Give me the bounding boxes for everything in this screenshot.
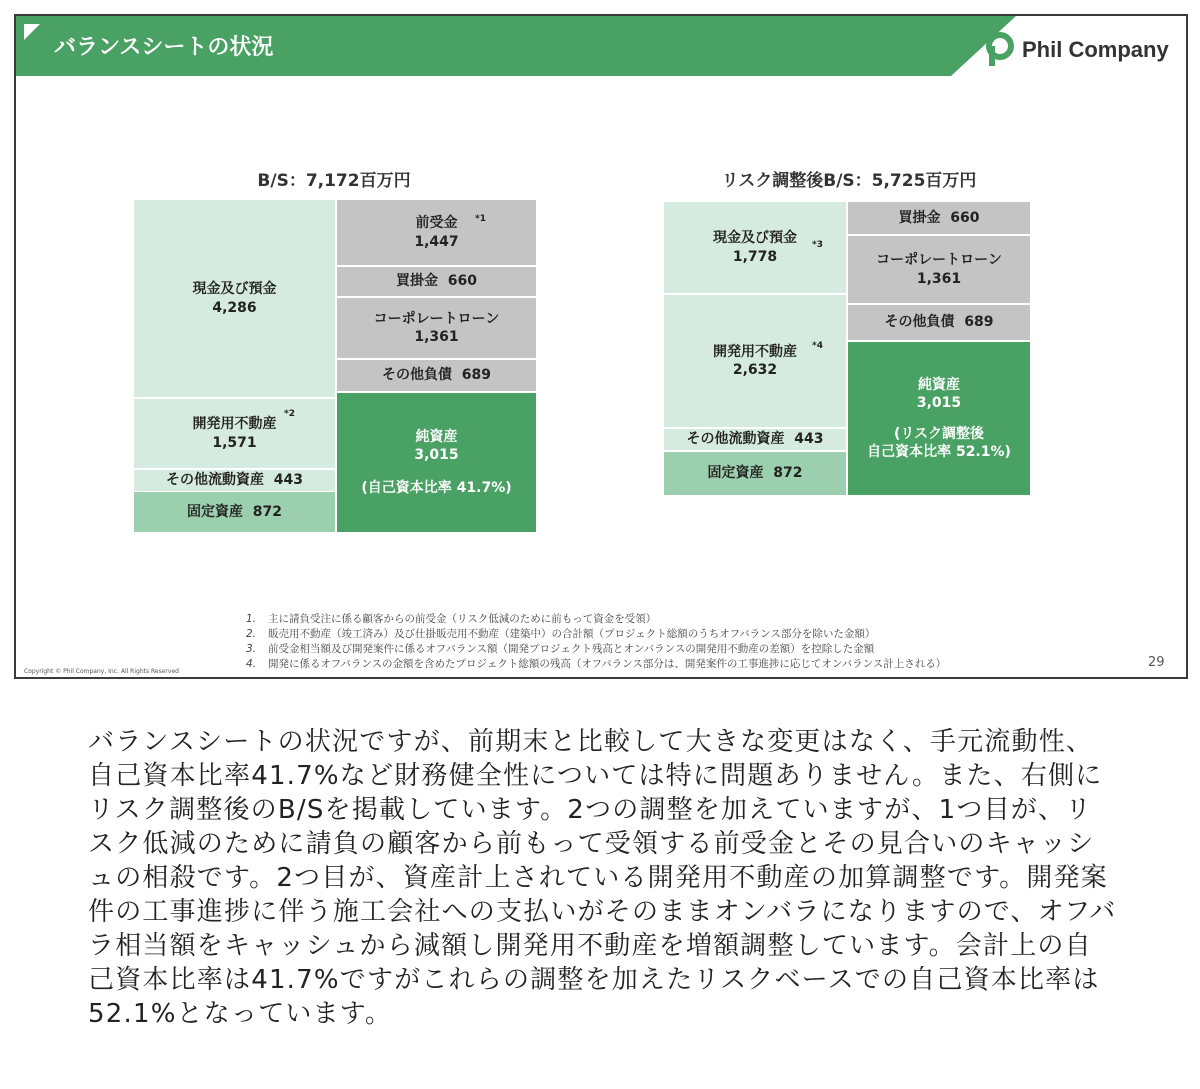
bs-right-net-label: 純資産 — [918, 377, 960, 394]
bs-left-fixed-assets — [134, 492, 335, 532]
bs-left-dev-value: 1,571 — [212, 434, 257, 451]
company-logo — [986, 32, 1169, 68]
bs-right-cash-note: *3 — [812, 240, 823, 250]
bs-left-cash — [134, 200, 335, 397]
slide — [14, 14, 1188, 679]
bs-right-dev-realestate — [664, 295, 846, 427]
bs-right-net-value: 3,015 — [916, 395, 962, 412]
bs-right-cash-value: 1,778 — [732, 248, 778, 265]
logo-text: Phil Company — [1022, 37, 1169, 62]
bs-right-corporate-loan — [848, 236, 1030, 303]
bs-right-title: リスク調整後B/S：5,725百万円 — [721, 171, 977, 191]
bs-right-loan-label: コーポレートローン — [876, 252, 1002, 269]
bs-left-other-current — [134, 470, 335, 491]
bs-right-other-liabilities — [848, 305, 1030, 340]
footnotes — [246, 612, 946, 672]
bs-right-other-current — [664, 429, 846, 450]
bs-right-payables — [848, 202, 1030, 234]
bs-right-loan-value: 1,361 — [916, 270, 962, 287]
bs-left-cash-label: 現金及び預金 — [192, 281, 277, 298]
footnote: 4. 開発に係るオフバランスの金額を含めたプロジェクト総額の残高（オフバランス部分は、開発案件の工事進捗に応じてオンバランス計上される） — [246, 658, 947, 670]
bs-left-payables — [337, 267, 536, 296]
footnote: 1. 主に請負受注に係る顧客からの前受金（リスク低減のために前もって資金を受領） — [246, 613, 657, 625]
bs-left-title: B/S：7,172百万円 — [257, 171, 411, 191]
bs-left-other-liab-text: その他負債 689 — [382, 367, 491, 384]
banner-corner-mark — [24, 24, 40, 40]
bs-right-dev-value: 2,632 — [732, 362, 778, 378]
bs-left-dev-label: 開発用不動産 — [192, 416, 277, 433]
bs-left-net-assets — [337, 393, 536, 532]
page-number: 29 — [1148, 655, 1165, 670]
bs-right-cash — [664, 202, 846, 293]
bs-left-cash-value: 4,286 — [212, 299, 257, 316]
bs-left-net-value: 3,015 — [414, 447, 459, 464]
bs-right-fixed-text: 固定資産 872 — [707, 465, 803, 482]
bs-left-advances-note: *1 — [475, 214, 486, 224]
footnote: 3. 前受金相当額及び開発案件に係るオフバランス額（開発プロジェクト残高とオンバランスの開発用不動産の差額）を控除した金額 — [246, 643, 875, 655]
bs-left-loan-label: コーポレートローン — [373, 310, 500, 327]
bs-left-payables-text: 買掛金 660 — [396, 273, 477, 290]
bs-left-dev-note: *2 — [284, 409, 295, 419]
copyright: Copyright © Phil Company, Inc. All Rights Reserved — [24, 668, 179, 675]
bs-right-net-assets — [848, 342, 1030, 495]
bs-right-other-liab-text: その他負債 689 — [884, 314, 994, 331]
bs-left-other-liabilities — [337, 360, 536, 391]
bs-left-other-current-text: その他流動資産 443 — [166, 472, 303, 489]
bs-left-net-label: 純資産 — [415, 429, 458, 446]
bs-right-ratio-line1: (リスク調整後 — [893, 425, 985, 442]
bs-left-dev-realestate — [134, 399, 335, 468]
bs-left-corporate-loan — [337, 298, 536, 358]
footnote: 2. 販売用不動産（竣工済み）及び仕掛販売用不動産（建築中）の合計額（プロジェクト総額のうちオフバランス部分を除いた金額） — [246, 628, 876, 640]
bs-right-other-current-text: その他流動資産 443 — [686, 431, 824, 448]
bs-left-loan-value: 1,361 — [414, 329, 459, 345]
bs-right-cash-label: 現金及び預金 — [713, 230, 797, 247]
commentary-text: バランスシートの状況ですが、前期末と比較して大きな変更はなく、手元流動性、自己資本比率41.7%など財務健全性については特に問題ありません。また、右側にリスク調整後のB/Sを掲載しています。2つの調整を加えていますが、1つ目が、リスク低減のために請負の顧客から前もって受領する前受金とその見合いのキャッシュの相殺です。2つ目が、資産計上されている開発用不動産の加算調整です。開発案件の工事進捗に伴う施工会社への支払いがそのままオンバラになりますので、オフバラ相当額をキャッシュから減額し開発用不動産を増額調整しています。会計上の自己資本比率は41.7%ですがこれらの調整を加えたリスクベースでの自己資本比率は52.1%となっています。 — [88, 727, 1117, 1029]
bs-right-ratio-line2: 自己資本比率 52.1%) — [867, 443, 1011, 460]
bs-left-advances-label: 前受金 — [415, 215, 458, 232]
bs-left-fixed-text: 固定資産 872 — [187, 503, 282, 520]
bs-right-dev-label: 開発用不動産 — [713, 343, 797, 360]
phil-logo-icon — [986, 32, 1018, 68]
bs-right-payables-text: 買掛金 660 — [898, 209, 980, 226]
bs-left-equity-ratio: (自己資本比率 41.7%) — [361, 479, 512, 496]
bs-right-fixed-assets — [664, 452, 846, 495]
slide-title: バランスシートの状況 — [54, 35, 274, 60]
bs-left-advances-value: 1,447 — [414, 233, 459, 250]
bs-left-advances — [337, 200, 536, 265]
bs-right-dev-note: *4 — [812, 341, 823, 351]
